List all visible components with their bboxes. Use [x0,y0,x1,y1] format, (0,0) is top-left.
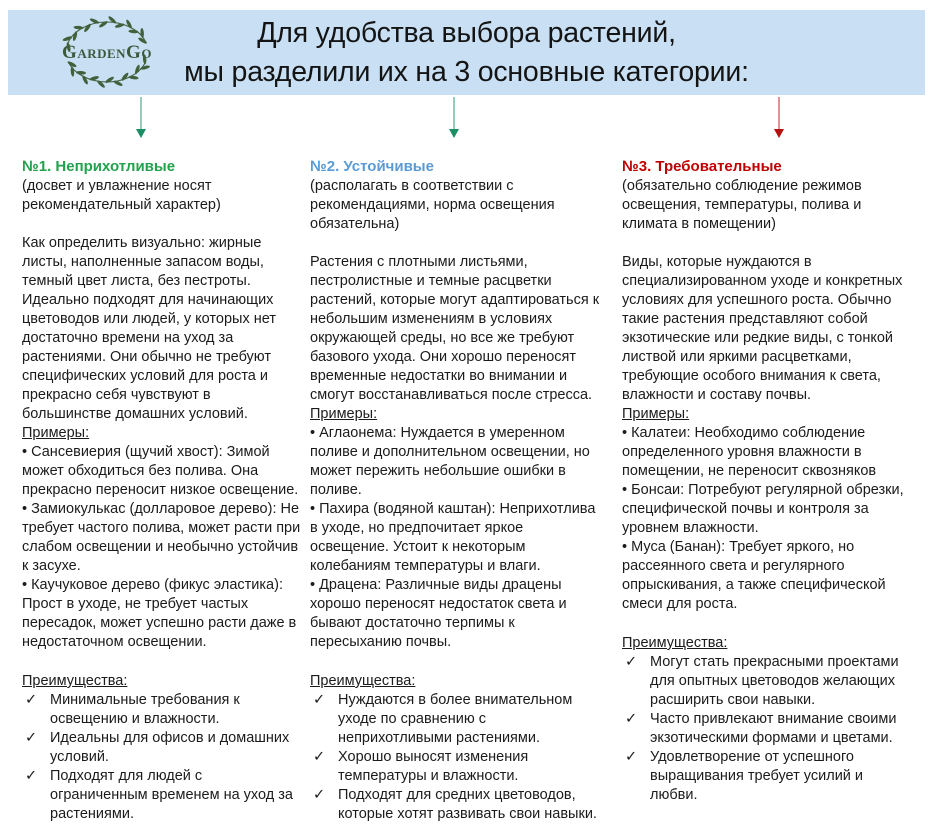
arrow-down-icon [774,97,784,138]
advantage-item: ✓ Идеальны для офисов и домашних условий. [22,729,303,767]
column-subtitle: (досвет и увлажнение носят рекомендательный характер) [22,178,221,213]
example-item: • Пахира (водяной каштан): Неприхотлива в уходе, но предпочитает яркое освещение. Устоит к некоторым колебаниям температуры и влаги. [310,500,603,576]
column-subtitle: (обязательно соблюдение режимов освещения, температуры, полива и климата в помещении) [622,178,862,232]
examples-list [310,424,603,652]
page-title-line1: Для удобства выбора растений, [257,17,676,49]
arrow-head [449,129,459,138]
header-banner [8,10,925,95]
column-description: Растения с плотными листьями, пестролистные и темные расцветки растений, которые могут адаптироваться к небольшим изменениям в условиях окружающей среды, но все же требуют базового ухода. Они хорошо переносят временные недостатки во внимании и смогут восстанавливаться после стресса. [310,254,600,403]
advantages-label: Преимущества: [22,673,128,689]
advantage-item: ✓ Удовлетворение от успешного выращивания требует усилий и любви. [622,748,912,805]
arrow-down-icon [449,97,459,138]
column-description: Виды, которые нуждаются в специализированном уходе и конкретных условиях для успешного роста. Обычно такие растения представляют собой экзотические или редкие виды, с тонкой листвой или яркими расцветками, требующие особого внимания к света, влажности и составу почвы. [622,254,903,403]
advantage-item: ✓ Подходят для людей с ограниченным временем на уход за растениями. [22,767,303,824]
page-title-line2: мы разделили их на 3 основные категории: [184,56,749,88]
logo-text: GardenGo [62,42,152,63]
advantages-label: Преимущества: [310,673,416,689]
category-column-3 [622,157,912,805]
arrow-down-icon [136,97,146,138]
example-item: • Сансевиерия (щучий хвост): Зимой может обходиться без полива. Она прекрасно переносит низкое освещение. [22,443,303,500]
examples-list [622,424,912,614]
advantage-item: ✓ Могут стать прекрасными проектами для опытных цветоводов желающих расширить свои навыки. [622,653,912,710]
advantages-list [22,691,303,824]
gardengo-logo [32,10,182,95]
arrow-stem [453,97,455,130]
examples-label: Примеры: [310,406,378,422]
column-description: Как определить визуально: жирные листы, наполненные запасом воды, темный цвет листа, без пестроты. Идеально подходят для начинающих цветоводов или людей, у которых нет достаточно времени на уход за растениями. Они обычно не требуют специфических условий для роста и прекрасно себя чувствуют в большинстве домашних условий. [22,235,276,422]
advantage-item: ✓ Минимальные требования к освещению и влажности. [22,691,303,729]
arrow-head [774,129,784,138]
example-item: • Замиокулькас (долларовое дерево): Не требует частого полива, может расти при слабом освещении и необычно устойчив к засухе. [22,500,303,576]
arrow-stem [140,97,142,130]
column-subtitle: (располагать в соответствии с рекомендациями, норма освещения обязательна) [310,178,555,232]
advantages-list [622,653,912,805]
example-item: • Бонсаи: Потребуют регулярной обрезки, специфической почвы и контроля за уровнем влажности. [622,481,912,538]
arrow-head [136,129,146,138]
advantage-item: ✓ Подходят для средних цветоводов, которые хотят развивать свои навыки. [310,786,603,824]
wreath-icon [32,10,182,95]
advantage-item: ✓ Часто привлекают внимание своими экзотическими формами и цветами. [622,710,912,748]
column-heading: №1. Неприхотливые [22,158,176,175]
example-item: • Драцена: Различные виды драцены хорошо переносят недостаток света и бывают достаточно терпимы к пересыханию почвы. [310,576,603,652]
arrow-stem [778,97,780,130]
column-heading: №2. Устойчивые [310,158,434,175]
advantages-list [310,691,603,824]
example-item: • Муса (Банан): Требует яркого, но рассеянного света и регулярного опрыскивания, а также специфической смеси для роста. [622,538,912,614]
category-column-1 [22,157,303,824]
advantage-item: ✓ Нуждаются в более внимательном уходе по сравнению с неприхотливыми растениями. [310,691,603,748]
category-column-2 [310,157,603,824]
advantages-label: Преимущества: [622,635,728,651]
example-item: • Аглаонема: Нуждается в умеренном поливе и дополнительном освещении, но может пережить небольшие ошибки в поливе. [310,424,603,500]
examples-list [22,443,303,652]
examples-label: Примеры: [622,406,690,422]
examples-label: Примеры: [22,425,90,441]
advantage-item: ✓ Хорошо выносят изменения температуры и влажности. [310,748,603,786]
example-item: • Каучуковое дерево (фикус эластика): Прост в уходе, не требует частых пересадок, может успешно расти даже в недостаточном освещении. [22,576,303,652]
column-heading: №3. Требовательные [622,158,782,175]
example-item: • Калатеи: Необходимо соблюдение определенного уровня влажности в помещении, не переносит сквозняков [622,424,912,481]
